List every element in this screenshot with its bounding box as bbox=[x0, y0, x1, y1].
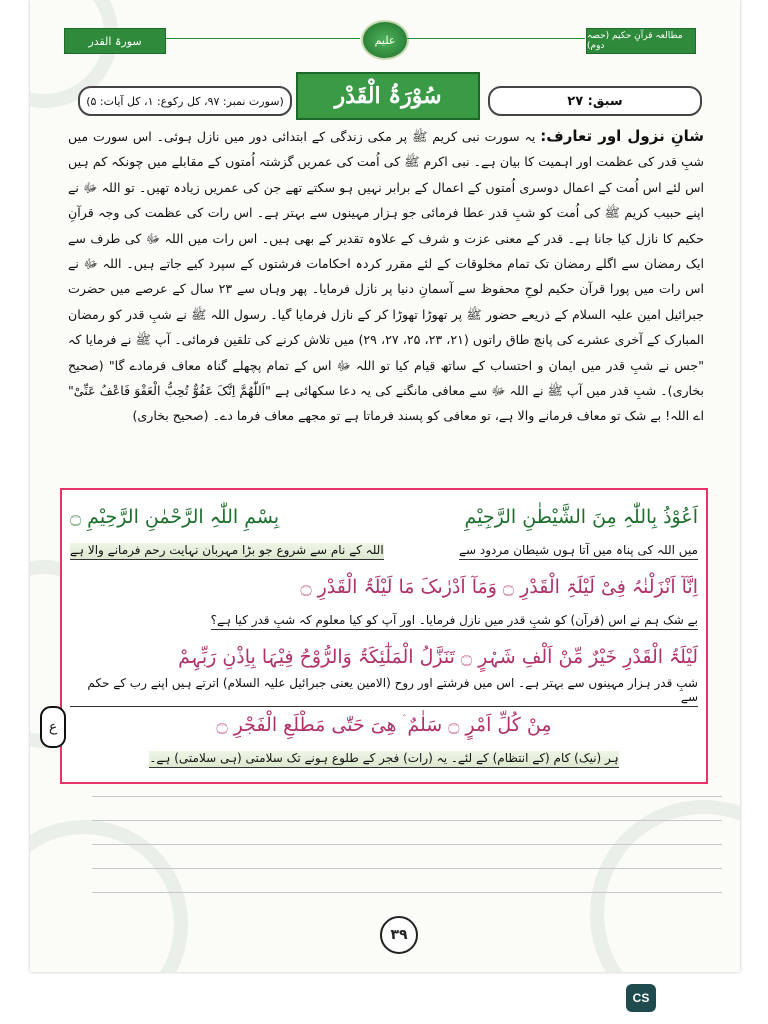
ayat-2-arabic: لَیْلَۃُ الْقَدْرِ خَیْرٌ مِّنْ اَلْفِ شَہْرٍ ۝ تَنَزَّلُ الْمَلٰٓئِکَۃُ وَالرُّوْحُ فِیْہَا بِاِذْنِ رَبِّہِمْ bbox=[178, 646, 698, 668]
writing-line bbox=[92, 820, 722, 821]
writing-line bbox=[92, 844, 722, 845]
recitation-row bbox=[70, 640, 698, 674]
ayat-3-translation: ہر (نیک) کام (کے انتظام) کے لئے۔ یہ (رات) فجر کے طلوع ہونے تک سلامتی (ہی سلامتی) ہے۔ bbox=[149, 751, 618, 768]
header-divider bbox=[407, 38, 585, 39]
recitation-row bbox=[70, 746, 698, 772]
taawwuz-arabic: اَعُوْذُ بِاللّٰہِ مِنَ الشَّیْطٰنِ الرَّجِیْمِ bbox=[464, 506, 698, 528]
ruku-marker: ع bbox=[40, 706, 66, 748]
bismillah-arabic: بِسْمِ اللّٰہِ الرَّحْمٰنِ الرَّحِیْمِ ۝ bbox=[70, 506, 280, 528]
writing-line bbox=[92, 868, 722, 869]
writing-line bbox=[92, 796, 722, 797]
header-divider bbox=[166, 38, 360, 39]
intro-heading: شانِ نزول اور تعارف: bbox=[540, 127, 705, 145]
book-page bbox=[30, 0, 740, 972]
ayat-1-translation: بے شک ہم نے اس (قرآن) کو شبِ قدر میں نازل فرمایا۔ اور آپ کو کیا معلوم کہ شبِ قدر کیا ہے؟ bbox=[211, 613, 698, 630]
taawwuz-translation: میں اللہ کی پناہ میں آتا ہوں شیطان مردود سے bbox=[459, 543, 698, 560]
intro-paragraph bbox=[68, 124, 704, 429]
recitation-row bbox=[70, 675, 698, 704]
book-title-tab: مطالعہ قرآنِ حکیم (حصہ دوم) bbox=[586, 28, 696, 54]
corner-ornament bbox=[30, 820, 188, 972]
writing-line bbox=[92, 892, 722, 893]
surah-title: سُوْرَۃُ الْقَدْر bbox=[296, 72, 480, 120]
intro-text: یہ سورت نبی کریم ﷺ پر مکی زندگی کے ابتدائی دور میں نازل ہوئی۔ اس سورت میں شبِ قدر کی عظمت اور اہمیت کا بیان ہے۔ نبی اکرم ﷺ کی اُمت کی عمریں گزشتہ اُمتوں کے مقابلے میں چونکہ کم ہیں اس لئے اس اُمت کے اعمال دوسری اُمتوں کے اعمال کے برابر نہیں ہو سکتے تھے جن کی عمریں زیادہ تھیں۔ تو اللہ ﷻ نے اپنے حبیب کریم ﷺ کی اُمت کو شبِ قدر عطا فرمائی جو ہزار مہینوں سے بہتر ہے۔ اس رات کی عظمت کی وجہ قرآنِ حکیم کا نازل کیا جانا ہے۔ قدر کے معنی عزت و شرف کے علاوہ تقدیر کے بھی ہیں۔ اس رات میں اللہ ﷻ کی طرف سے ایک رمضان سے اگلے رمضان تک تمام مخلوقات کے لئے مقرر کردہ احکامات فرشتوں کے سپرد کیے جاتے ہیں۔ اللہ ﷻ نے اس رات میں پورا قرآن حکیم لوحِ محفوظ سے آسمانِ دنیا پر نازل فرمایا۔ پھر وہاں سے ۲۳ سال کے عرصے میں حضرت جبرائیل امین علیہ السلام کے ذریعے حضور ﷺ پر تھوڑا تھوڑا کر کے نازل فرمایا گیا۔ رسول اللہ ﷺ نے شبِ قدر کو رمضان المبارک کے آخری عشرے کی پانچ طاق راتوں (۲۱، ۲۳، ۲۵، ۲۷، ۲۹) میں تلاش کرنے کی تلقین فرمائی۔ آپ ﷺ نے فرمایا کہ "جس نے شبِ قدر میں ایمان و احتساب کے ساتھ قیام کیا تو اللہ ﷻ اس کے تمام پچھلے گناہ معاف فرمادے گا" (صحیح بخاری)۔ شبِ قدر میں آپ ﷺ نے اللہ ﷻ سے معافی مانگنے کی یہ دعا سکھائی ہے "اَللّٰھُمَّ اِنَّکَ عَفُوٌّ تُحِبُّ الْعَفْوَ فَاعْفُ عَنِّیْ" اے اللہ! بے شک تو معاف فرمانے والا ہے، تو معافی کو پسند فرماتا ہے تو مجھے معاف فرما دے۔ (صحیح بخاری) bbox=[68, 129, 704, 424]
recitation-box bbox=[60, 488, 708, 784]
surah-info: (سورت نمبر: ۹۷، کل رکوع: ۱، کل آیات: ۵) bbox=[78, 86, 292, 116]
header-medallion: علیم bbox=[361, 20, 409, 60]
page-number: ۳۹ bbox=[380, 916, 418, 954]
recitation-row bbox=[70, 538, 698, 564]
ayat-3-arabic: مِنْ کُلِّ اَمْرٍ ۝ سَلٰمٌ ۛ ھِیَ حَتّٰی مَطْلَعِ الْفَجْرِ ۝ bbox=[216, 714, 552, 736]
lesson-number: سبق: ۲۷ bbox=[488, 86, 702, 116]
scanner-logo: CS bbox=[626, 984, 656, 1012]
recitation-row bbox=[70, 570, 698, 604]
recitation-row bbox=[70, 708, 698, 742]
ayat-1-arabic: اِنَّآ اَنْزَلْنٰہُ فِیْ لَیْلَۃِ الْقَدْرِ ۝ وَمَآ اَدْرٰىکَ مَا لَیْلَۃُ الْقَدْرِ ۝ bbox=[300, 576, 698, 598]
bismillah-translation: اللہ کے نام سے شروع جو بڑا مہربان نہایت رحم فرمانے والا ہے bbox=[70, 543, 384, 560]
corner-ornament bbox=[590, 800, 740, 972]
ayat-2-translation: شبِ قدر ہزار مہینوں سے بہتر ہے۔ اس میں فرشتے اور روح (الامین یعنی جبرائیل علیہ السلام) اترتے ہیں اپنے رب کے حکم سے bbox=[70, 676, 698, 707]
recitation-row bbox=[70, 500, 698, 534]
recitation-row bbox=[70, 608, 698, 634]
chapter-tab: سورۃ القدر bbox=[64, 28, 166, 54]
